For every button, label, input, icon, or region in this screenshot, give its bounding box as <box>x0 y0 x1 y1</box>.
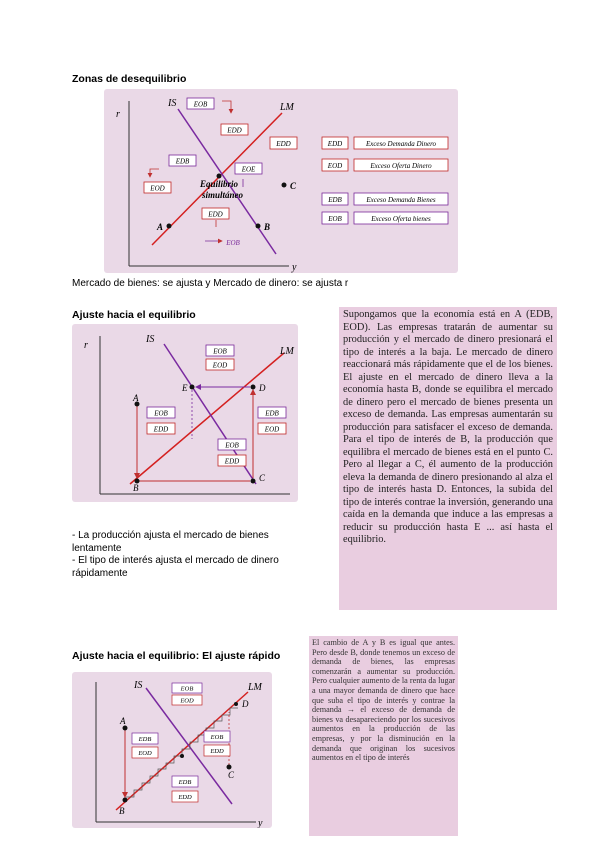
svg-text:EOD: EOD <box>212 361 228 370</box>
lm-curve <box>130 353 284 484</box>
y-axis-label: y <box>292 262 297 273</box>
point-b-label: B <box>264 222 271 232</box>
svg-text:EOB: EOB <box>213 347 227 356</box>
legend-code-edd: EDD <box>327 140 343 148</box>
r-axis-label: r <box>84 340 88 351</box>
svg-text:EOE: EOE <box>241 165 256 174</box>
point-a-label: A <box>120 716 126 726</box>
point-c-label: C <box>228 770 235 780</box>
svg-text:EOB: EOB <box>193 100 208 109</box>
section2-notes <box>72 530 310 580</box>
point-a-label: A <box>157 222 164 232</box>
zone-boxes <box>132 683 230 802</box>
svg-text:EDD: EDD <box>210 748 224 755</box>
r-axis-label: r <box>116 109 120 120</box>
point-b-label: B <box>133 483 139 493</box>
point-equilibrium <box>180 754 184 758</box>
zone-boxes <box>147 345 286 466</box>
svg-text:EDB: EDB <box>138 736 152 743</box>
svg-text:EOB: EOB <box>180 685 194 693</box>
adjustment-figure <box>72 324 298 502</box>
legend-label-edb: Exceso Demanda Bienes <box>366 196 436 204</box>
adjustment-chart <box>72 324 298 502</box>
svg-text:EDD: EDD <box>153 425 169 434</box>
point-e <box>190 385 195 390</box>
section2-heading: Ajuste hacia el equilibrio <box>72 309 196 321</box>
point-c <box>251 479 256 484</box>
is-label: IS <box>146 334 155 345</box>
point-c-label: C <box>290 181 297 191</box>
point-c-label: C <box>259 473 266 483</box>
section3-explanation: El cambio de A y B es igual que antes. Pero desde B, donde tenemos un exceso de demanda de bienes, las empresas comenzarán a aumentar su producción. Pero cualquier aumento de la renta da lugar a una mayor demanda de dinero que hace que suba el tipo de interés y contrae la demanda → el exceso de demanda de bienes va desapareciendo por los sucesivos aumentos en la producción de las empresas, y por la disminución en la demanda que originan los sucesivos aumentos en el tipo de interés <box>309 636 458 836</box>
svg-text:EDB: EDB <box>178 779 192 786</box>
section2-explanation: Supongamos que la economía está en A (EDB, EOD). Las empresas tratarán de aumentar su producción y el mercado de dinero presionará el tipo de interés a la baja. Le mercado de dinero reaccionará más rápidamente que el de los bienes. El ajuste en el mercado de dinero lleva a la economía hasta B, donde se equilibra el mercado de dinero pero el mercado de bienes presenta un exceso de demanda. Las empresas aumentarán su producción para satisfacer el exceso de demanda. Para el tipo de interés de B, la producción que equilibra el mercado de bienes está en el punto C. Pero al llegar a C, él aumento de la producción eleva la demanda de dinero presionando al alza el tipo de interés hasta D. Entonces, la subida del tipo de interés contrae la inversión, generando una caída en la demanda que induce a las empresas a reducir su producción hasta E ... así hasta el equilibrio. <box>339 307 557 610</box>
legend-code-eod: EOD <box>327 162 343 170</box>
note-goods-market: - La producción ajusta el mercado de bienes lentamente <box>72 530 269 554</box>
svg-text:EOD: EOD <box>150 184 165 193</box>
svg-text:EOD: EOD <box>264 425 280 434</box>
point-b <box>256 224 261 229</box>
svg-text:EDD: EDD <box>208 210 223 219</box>
section1-caption: Mercado de bienes: se ajusta y Mercado de dinero: se ajusta r <box>72 278 349 289</box>
svg-text:EOD: EOD <box>138 750 152 757</box>
disequilibrium-chart <box>104 89 458 273</box>
legend-code-eob: EOB <box>328 215 342 223</box>
legend <box>322 137 448 224</box>
svg-text:EDD: EDD <box>178 794 192 801</box>
lm-label: LM <box>248 682 262 693</box>
point-c <box>282 183 287 188</box>
note-money-market: - El tipo de interés ajusta el mercado de dinero rápidamente <box>72 555 279 579</box>
lm-label: LM <box>280 346 294 357</box>
point-a <box>167 224 172 229</box>
point-e-label: E <box>182 383 188 393</box>
point-d <box>251 385 256 390</box>
point-d-label: D <box>259 383 266 393</box>
point-a-label: A <box>133 393 139 403</box>
legend-code-edb: EDB <box>328 196 342 204</box>
svg-text:EDD: EDD <box>224 457 240 466</box>
point-b <box>123 798 128 803</box>
section3-heading: Ajuste hacia el equilibrio: El ajuste rápido <box>72 650 281 662</box>
svg-text:EDB: EDB <box>265 409 279 418</box>
equilibrium-point <box>217 174 222 179</box>
svg-text:EDD: EDD <box>227 126 242 135</box>
legend-label-edd: Exceso Demanda Dinero <box>365 140 437 148</box>
svg-text:EOB: EOB <box>225 441 239 450</box>
point-b-label: B <box>119 806 125 816</box>
equilibrium-label-2: simultáneo <box>202 190 244 200</box>
point-c <box>227 765 232 770</box>
svg-text:EDB: EDB <box>175 157 190 166</box>
is-label: IS <box>168 98 177 109</box>
svg-text:EOB: EOB <box>210 734 224 741</box>
svg-text:EOB: EOB <box>154 409 168 418</box>
y-axis-label: y <box>258 818 263 828</box>
legend-label-eob: Exceso Oferta bienes <box>371 215 431 223</box>
section1-heading: Zonas de desequilibrio <box>72 73 187 85</box>
legend-label-eod: Exceso Oferta Dinero <box>370 162 432 170</box>
quick-adjustment-chart <box>72 672 272 828</box>
disequilibrium-figure <box>104 89 458 273</box>
point-d-label: D <box>242 699 249 709</box>
svg-text:EDD: EDD <box>276 140 291 148</box>
point-d <box>234 702 238 706</box>
quick-adjustment-figure <box>72 672 272 828</box>
lm-label: LM <box>280 102 294 113</box>
is-label: IS <box>134 680 143 691</box>
equilibrium-label-1: Equilibrio <box>200 179 239 189</box>
svg-text:EOB: EOB <box>226 239 240 247</box>
point-a <box>123 726 128 731</box>
svg-text:EOD: EOD <box>180 697 194 705</box>
